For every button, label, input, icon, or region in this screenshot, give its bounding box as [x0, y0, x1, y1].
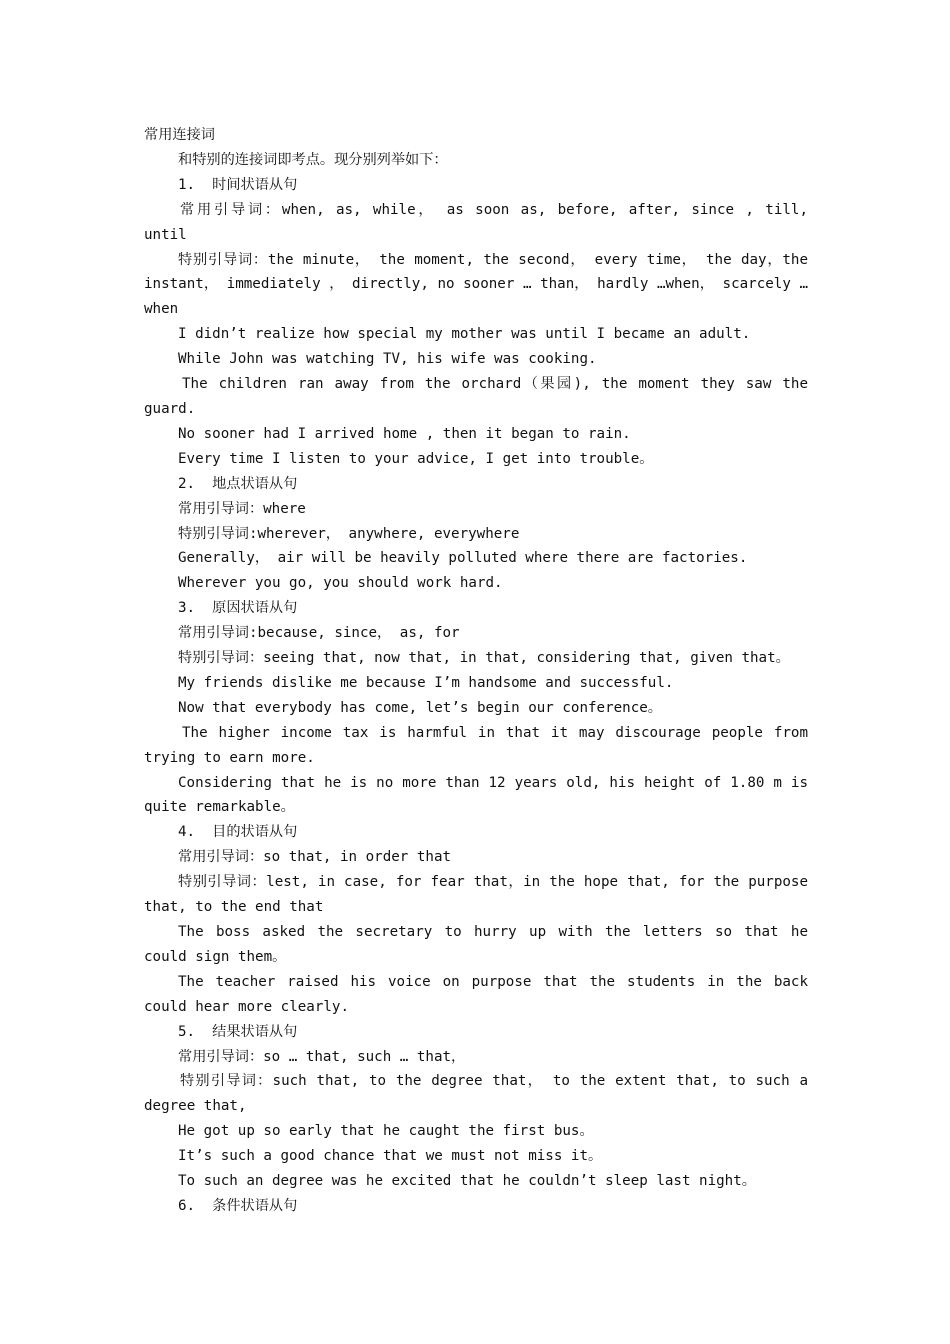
text-paragraph: To such an degree was he excited that he couldn’t sleep last night。	[178, 1173, 756, 1190]
text-paragraph: The children ran away from the orchard（果园), the moment they saw the guard.	[144, 376, 808, 417]
text-paragraph: 常用引导词：when, as, while， as soon as, before, after, since , till, until	[144, 201, 808, 243]
text-paragraph: 常用引导词：so … that, such … that，	[178, 1048, 466, 1065]
text-paragraph: While John was watching TV, his wife was cooking.	[178, 351, 597, 368]
text-paragraph: No sooner had I arrived home , then it began to rain.	[178, 425, 631, 442]
text-paragraph: He got up so early that he caught the first bus。	[178, 1123, 594, 1140]
text-paragraph: 6. 条件状语从句	[178, 1197, 298, 1214]
text-paragraph: 常用引导词:because, since， as, for	[178, 625, 460, 642]
document-body	[144, 123, 808, 1219]
document-title: 常用连接词	[144, 127, 215, 143]
text-paragraph: 1. 时间状语从句	[178, 176, 298, 193]
text-paragraph: 特别引导词：seeing that, now that, in that, considering that, given that。	[178, 650, 790, 667]
text-paragraph: 3. 原因状语从句	[178, 600, 298, 617]
text-paragraph: Wherever you go, you should work hard.	[178, 575, 503, 592]
text-paragraph: 和特别的连接词即考点。现分别列举如下：	[178, 151, 448, 168]
text-paragraph: 特别引导词:wherever， anywhere, everywhere	[178, 525, 520, 542]
text-paragraph: It’s such a good chance that we must not miss it。	[178, 1148, 603, 1165]
text-paragraph: Every time I listen to your advice, I get into trouble。	[178, 450, 654, 467]
text-paragraph: Generally， air will be heavily polluted where there are factories.	[178, 550, 748, 567]
text-paragraph: 2. 地点状语从句	[178, 475, 298, 492]
text-paragraph: 特别引导词：lest, in case, for fear that，in the hope that, for the purpose that, to the end that	[144, 874, 808, 916]
text-paragraph: The higher income tax is harmful in that it may discourage people from trying to earn more.	[144, 724, 808, 766]
text-paragraph: Considering that he is no more than 12 years old, his height of 1.80 m is quite remarkable。	[144, 774, 808, 816]
text-paragraph: The boss asked the secretary to hurry up with the letters so that he could sign them。	[144, 924, 808, 965]
text-paragraph: 4. 目的状语从句	[178, 824, 298, 841]
text-paragraph: 5. 结果状语从句	[178, 1023, 298, 1040]
text-paragraph: I didn’t realize how special my mother was until I became an adult.	[178, 326, 751, 343]
text-paragraph: Now that everybody has come, let’s begin our conference。	[178, 699, 662, 716]
text-paragraph: My friends dislike me because I’m handsome and successful.	[178, 674, 674, 691]
text-paragraph: 特别引导词：such that, to the degree that， to the extent that, to such a degree that,	[144, 1073, 808, 1115]
text-paragraph: 常用引导词：where	[178, 500, 306, 517]
text-paragraph: The teacher raised his voice on purpose that the students in the back could hear more clearly.	[144, 973, 808, 1015]
text-paragraph: 特别引导词：the minute， the moment, the second， every time， the day，the instant， immediately ， directly, no sooner … than， hardly …when， scarcely … when	[144, 251, 808, 318]
text-paragraph: 常用引导词：so that, in order that	[178, 849, 452, 866]
